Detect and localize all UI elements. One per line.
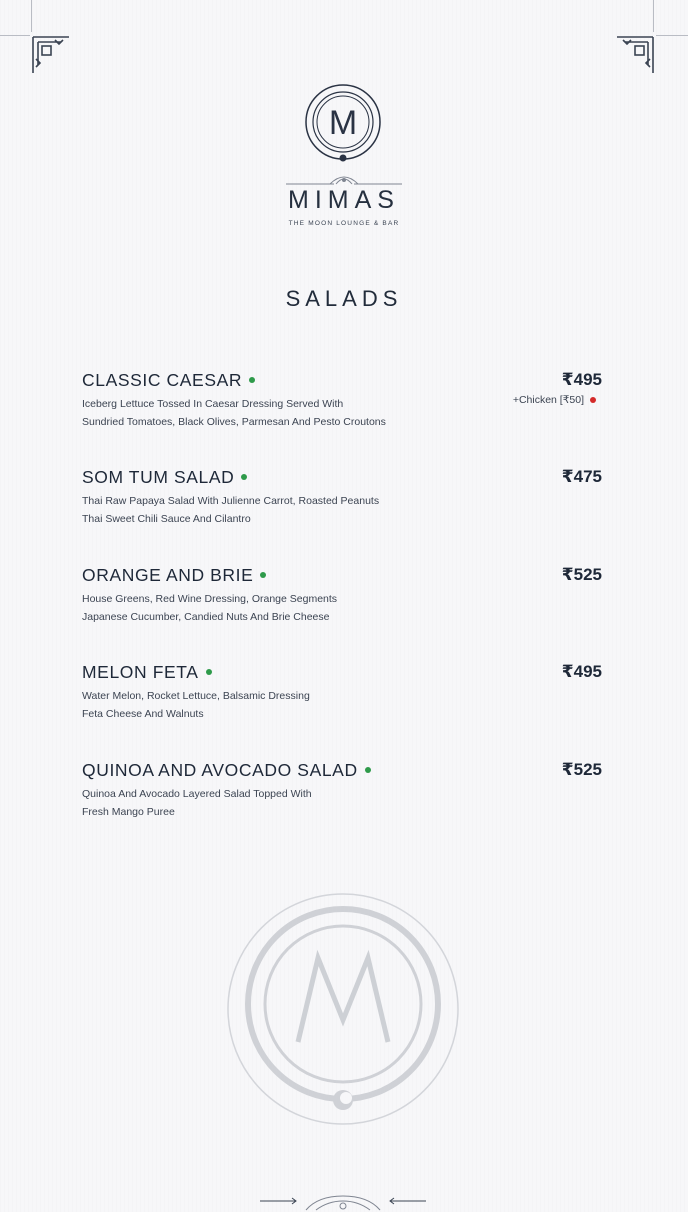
item-name: QUINOA AND AVOCADO SALAD (82, 760, 358, 780)
item-description (82, 591, 422, 626)
crop-mark-top-left-v (31, 0, 32, 32)
item-description-line: Feta Cheese And Walnuts (82, 707, 204, 720)
non-veg-indicator-icon (590, 397, 596, 403)
bottom-ornament-icon (258, 1193, 428, 1212)
item-price: ₹525 (561, 760, 602, 779)
addon-label: +Chicken [₹50] (512, 394, 584, 406)
divider-ornament-icon (284, 168, 404, 186)
item-description-line: Thai Raw Papaya Salad With Julienne Carrot, Roasted Peanuts (82, 495, 380, 507)
item-addon (513, 394, 596, 406)
item-description-line: Iceberg Lettuce Tossed In Caesar Dressing Served With (82, 398, 344, 410)
menu-item (82, 760, 604, 821)
item-description-line: House Greens, Red Wine Dressing, Orange Segments (82, 593, 338, 605)
svg-text:M: M (328, 104, 358, 142)
item-description (82, 493, 422, 528)
item-name: MELON FETA (82, 662, 199, 682)
menu-item (82, 467, 604, 528)
mimas-logo-icon (301, 84, 385, 166)
item-description-line: Sundried Tomatoes, Black Olives, Parmesan And Pesto Croutons (82, 415, 386, 428)
veg-indicator-icon (260, 572, 266, 578)
item-description-line: Thai Sweet Chili Sauce And Cilantro (82, 512, 251, 525)
crop-mark-top-left-h (0, 35, 30, 36)
crop-mark-top-right-v (653, 0, 654, 32)
item-description-line: Water Melon, Rocket Lettuce, Balsamic Dressing (82, 690, 310, 702)
item-price: ₹495 (561, 370, 602, 389)
item-description (82, 786, 422, 821)
item-price: ₹495 (561, 662, 602, 681)
menu-item (82, 565, 604, 626)
veg-indicator-icon (249, 377, 255, 383)
brand-tagline: THE MOON LOUNGE & BAR (288, 220, 400, 227)
brand-name: MIMAS (288, 186, 400, 214)
veg-indicator-icon (206, 669, 212, 675)
corner-ornament-right-icon (613, 35, 655, 77)
section-title: SALADS (285, 286, 403, 311)
corner-ornament-left-icon (31, 35, 73, 77)
item-name: SOM TUM SALAD (82, 467, 235, 487)
crop-mark-top-right-h (656, 35, 688, 36)
item-name: ORANGE AND BRIE (82, 565, 254, 585)
watermark-logo-icon (226, 892, 460, 1126)
veg-indicator-icon (365, 767, 371, 773)
item-description (82, 688, 422, 723)
item-name: CLASSIC CAESAR (82, 370, 243, 390)
item-description-line: Quinoa And Avocado Layered Salad Topped With (82, 788, 312, 800)
item-description-line: Japanese Cucumber, Candied Nuts And Brie Cheese (82, 610, 330, 623)
menu-item (82, 662, 604, 723)
item-description-line: Fresh Mango Puree (82, 805, 175, 818)
veg-indicator-icon (241, 474, 247, 480)
menu-item (82, 370, 604, 431)
item-description (82, 396, 422, 431)
item-price: ₹475 (561, 467, 602, 486)
item-price: ₹525 (561, 565, 602, 584)
